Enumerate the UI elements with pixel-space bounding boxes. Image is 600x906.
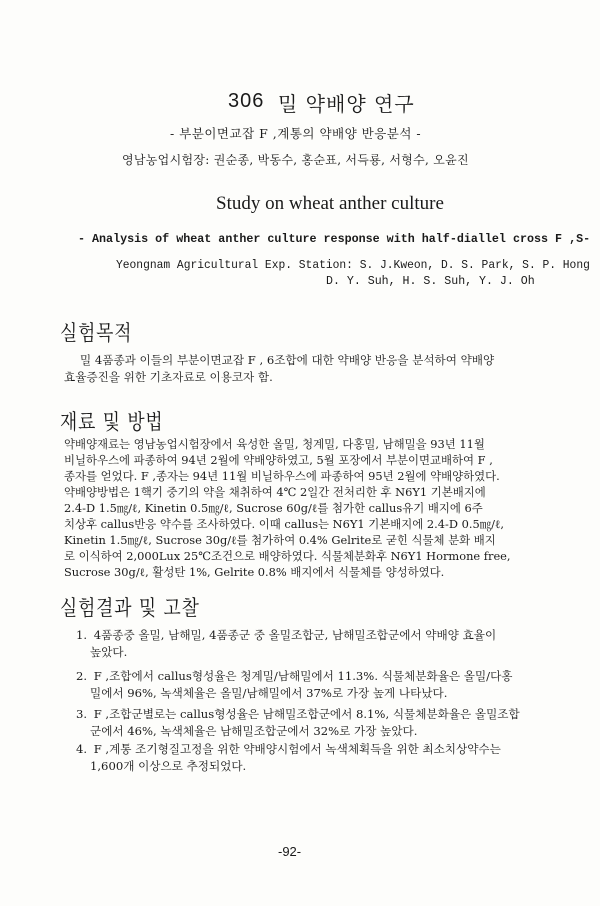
title-english: Study on wheat anther culture bbox=[216, 193, 444, 214]
affiliation-english-line1: Yeongnam Agricultural Exp. Station: S. J.Kweon, D. S. Park, S. P. Hong bbox=[116, 259, 590, 272]
materials-line: 로 이식하여 2,000Lux 25℃조건으로 배양하였다. 식물체분화후 N6Y1 Hormone free, bbox=[64, 549, 511, 563]
paper-number: 306 bbox=[228, 90, 265, 112]
subtitle-english: - Analysis of wheat anther culture response with half-diallel cross F ,S- bbox=[78, 232, 591, 246]
result-item-line: F ,계통 조기형질고정을 위한 약배양시험에서 녹색체획득을 위한 최소치상약수는 bbox=[93, 742, 501, 756]
result-item-line: F ,조합군별로는 callus형성율은 남해밀조합군에서 8.1%, 식물체분화율은 올밀조합 bbox=[93, 707, 520, 721]
materials-line: 2.4-D 1.5㎎/ℓ, Kinetin 0.5㎎/ℓ, Sucrose 60g/ℓ를 첨가한 callus유기 배지에 6주 bbox=[64, 501, 483, 515]
objective-paragraph bbox=[64, 352, 495, 386]
result-item-line: F ,조합에서 callus형성율은 청계밀/남해밀에서 11.3%. 식물체분화율은 올밀/다홍 bbox=[93, 669, 513, 683]
materials-paragraph bbox=[64, 436, 511, 580]
heading-materials-methods: 재료 및 방법 bbox=[60, 410, 164, 434]
heading-results-discussion: 실험결과 및 고찰 bbox=[60, 596, 200, 620]
subtitle-korean: - 부분이면교잡 F ,계통의 약배양 반응분석 - bbox=[170, 126, 422, 141]
materials-line: 치상후 callus반응 약수를 조사하였다. 이때 callus는 N6Y1 기본배지에 2.4-D 0.5㎎/ℓ, bbox=[64, 517, 505, 531]
result-item bbox=[76, 706, 520, 740]
result-item-number: 3. bbox=[76, 707, 88, 721]
heading-objective: 실험목적 bbox=[60, 321, 133, 345]
result-item-line: 4품종중 올밀, 남해밀, 4품종군 중 올밀조합군, 남해밀조합군에서 약배양 효율이 bbox=[93, 628, 497, 642]
objective-line: 효율증진을 위한 기초자료로 이용코자 함. bbox=[64, 370, 273, 384]
materials-line: 약배양방법은 1핵기 중기의 약을 채취하여 4℃ 2일간 전처리한 후 N6Y1 기본배지에 bbox=[64, 485, 486, 499]
affiliation-english-line2: D. Y. Suh, H. S. Suh, Y. J. Oh bbox=[326, 275, 535, 288]
result-item-line: 군에서 46%, 녹색체율은 남해밀조합군에서 32%로 가장 높았다. bbox=[90, 724, 418, 738]
materials-line: Sucrose 30g/ℓ, 활성탄 1%, Gelrite 0.8% 배지에서 식물체를 양성하였다. bbox=[64, 565, 445, 579]
result-item-number: 2. bbox=[76, 669, 88, 683]
page-number: -92- bbox=[278, 844, 302, 859]
result-item bbox=[76, 741, 501, 775]
result-item-line: 1,600개 이상으로 추정되었다. bbox=[90, 759, 247, 773]
materials-line: 약배양재료는 영남농업시험장에서 육성한 올밀, 청계밀, 다홍밀, 남해밀을 93년 11월 bbox=[64, 437, 485, 451]
materials-line: Kinetin 1.5㎎/ℓ, Sucrose 30g/ℓ를 첨가하여 0.4% Gelrite로 굳힌 식물체 분화 배지 bbox=[64, 533, 496, 547]
objective-line: 밀 4품종과 이들의 부분이면교잡 F , 6조합에 대한 약배양 반응을 분석하여 약배양 bbox=[80, 353, 495, 367]
result-item-number: 4. bbox=[76, 742, 88, 756]
materials-line: 비닐하우스에 파종하여 94년 2월에 약배양하였고, 5월 포장에서 부분이면교배하여 F , bbox=[64, 453, 493, 467]
materials-line: 종자를 얻었다. F ,종자는 94년 11월 비닐하우스에 파종하여 95년 2월에 약배양하였다. bbox=[64, 469, 500, 483]
result-item-line: 밀에서 96%, 녹색체율은 올밀/남해밀에서 37%로 가장 높게 나타났다. bbox=[90, 686, 448, 700]
result-item-number: 1. bbox=[76, 628, 88, 642]
result-item bbox=[76, 627, 496, 661]
result-item bbox=[76, 668, 513, 702]
result-item-line: 높았다. bbox=[90, 645, 128, 659]
title-korean: 밀 약배양 연구 bbox=[278, 92, 415, 116]
affiliation-korean: 영남농업시험장: 권순종, 박동수, 홍순표, 서득룡, 서형수, 오윤진 bbox=[122, 153, 469, 167]
